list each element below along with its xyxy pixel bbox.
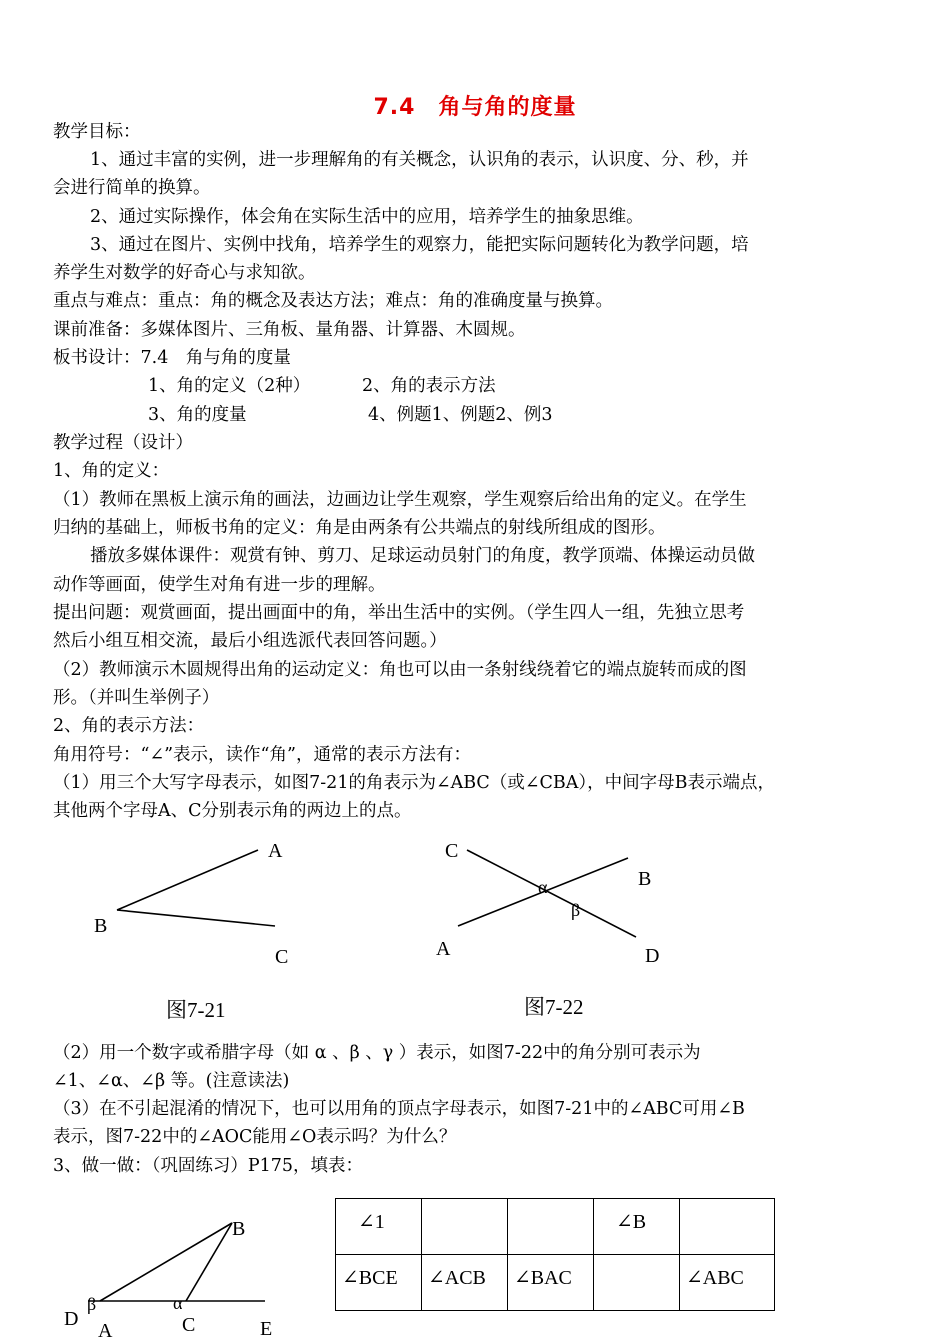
fig3-label-b: B [232,1218,246,1240]
text-line: 然后小组互相交流，最后小组选派代表回答问题。） [53,631,447,651]
fig3-line-ab [100,1223,232,1301]
table-cell: ∠BAC [508,1255,594,1311]
fig22-label-d: D [645,945,660,967]
fig3-line-cb [186,1223,232,1301]
fig21-label-c: C [275,946,289,968]
table-row [336,1255,775,1311]
text-line: 教学目标： [53,122,141,142]
fig21-label-a: A [268,840,283,862]
text-line: 2、通过实际操作，体会角在实际生活中的应用，培养学生的抽象思维。 [90,207,644,227]
text-line: 形。（并叫生举例子） [53,688,220,708]
text-line: 重点与难点：重点：角的概念及表达方法；难点：角的准确度量与换算。 [53,291,613,311]
text-line: 3、做一做：（巩固练习）P175，填表： [53,1156,364,1176]
fig22-caption: 图7-22 [524,995,584,1019]
text-line: 3、角的度量 [148,405,247,425]
fig21-caption: 图7-21 [166,998,226,1022]
table-cell: ∠1 [336,1199,422,1255]
text-line: 提出问题：观赏画面，提出画面中的角，举出生活中的实例。（学生四人一组，先独立思考 [53,603,745,623]
angle-table [335,1198,775,1311]
page-title: 7.4 角与角的度量 [373,95,577,120]
text-line: 1、角的定义： [53,461,170,481]
text-line: 课前准备：多媒体图片、三角板、量角器、计算器、木圆规。 [53,320,526,340]
text-line: （1）教师在黑板上演示角的画法，边画边让学生观察，学生观察后给出角的定义。在学生 [53,490,747,510]
fig3-label-c: C [182,1314,196,1336]
text-line: 板书设计：7.4 角与角的度量 [53,348,291,368]
fig3-label-d: D [64,1308,79,1330]
table-cell [508,1199,594,1255]
text-line: 播放多媒体课件：观赏有钟、剪刀、足球运动员射门的角度，教学顶端、体操运动员做 [90,546,755,566]
table-cell [422,1199,508,1255]
table-cell: ∠ABC [680,1255,775,1311]
text-line: 2、角的表示方法： [53,716,205,736]
text-line: 会进行简单的换算。 [53,178,211,198]
fig21-label-b: B [94,915,108,937]
text-line: （2）用一个数字或希腊字母（如 α 、β 、γ ）表示，如图7-22中的角分别可表示为 [53,1043,701,1063]
text-line: 表示，图7-22中的∠AOC能用∠O表示吗？为什么？ [53,1127,457,1147]
text-line: （1）用三个大写字母表示，如图7-21的角表示为∠ABC（或∠CBA），中间字母B表示端点， [53,773,775,793]
table-cell: ∠ACB [422,1255,508,1311]
table-cell: ∠BCE [336,1255,422,1311]
text-line: 2、角的表示方法 [362,376,496,396]
text-line: （2）教师演示木圆规得出角的运动定义：角也可以由一条射线绕着它的端点旋转而成的图 [53,660,747,680]
fig22-label-a: A [436,938,451,960]
fig21-ray-bc [117,910,275,926]
text-line: 教学过程（设计） [53,433,193,453]
text-line: 1、角的定义（2种） [148,376,311,396]
text-line: ∠1、∠α、∠β 等。(注意读法) [53,1071,290,1091]
fig3-label-e: E [260,1318,273,1340]
fig3-label-beta: β [87,1294,97,1314]
table-cell: ∠B [594,1199,680,1255]
text-line: 1、通过丰富的实例，进一步理解角的有关概念，认识角的表示，认识度、分、秒，并 [90,150,749,170]
text-line: 养学生对数学的好奇心与求知欲。 [53,263,316,283]
fig22-label-alpha: α [538,877,548,897]
fig22-label-b: B [638,868,652,890]
text-line: 4、例题1、例题2、例3 [368,405,553,425]
fig3-label-alpha: α [173,1293,183,1313]
table-cell [680,1199,775,1255]
text-line: 3、通过在图片、实例中找角，培养学生的观察力，能把实际问题转化为教学问题，培 [90,235,749,255]
fig21-ray-ba [117,850,258,910]
text-line: 归纳的基础上，师板书角的定义：角是由两条有公共端点的射线所组成的图形。 [53,518,666,538]
text-line: （3）在不引起混淆的情况下，也可以用角的顶点字母表示，如图7-21中的∠ABC可用∠B [53,1099,745,1119]
text-line: 动作等画面，使学生对角有进一步的理解。 [53,575,386,595]
fig22-label-beta: β [571,900,581,920]
text-line: 角用符号：“∠”表示，读作“角”，通常的表示方法有： [53,745,471,765]
text-line: 其他两个字母A、C分别表示角的两边上的点。 [53,801,412,821]
table-row [336,1199,775,1255]
table-cell [594,1255,680,1311]
fig22-label-c: C [445,840,459,862]
fig22-line-cd [467,850,636,937]
fig3-label-a: A [98,1320,113,1342]
